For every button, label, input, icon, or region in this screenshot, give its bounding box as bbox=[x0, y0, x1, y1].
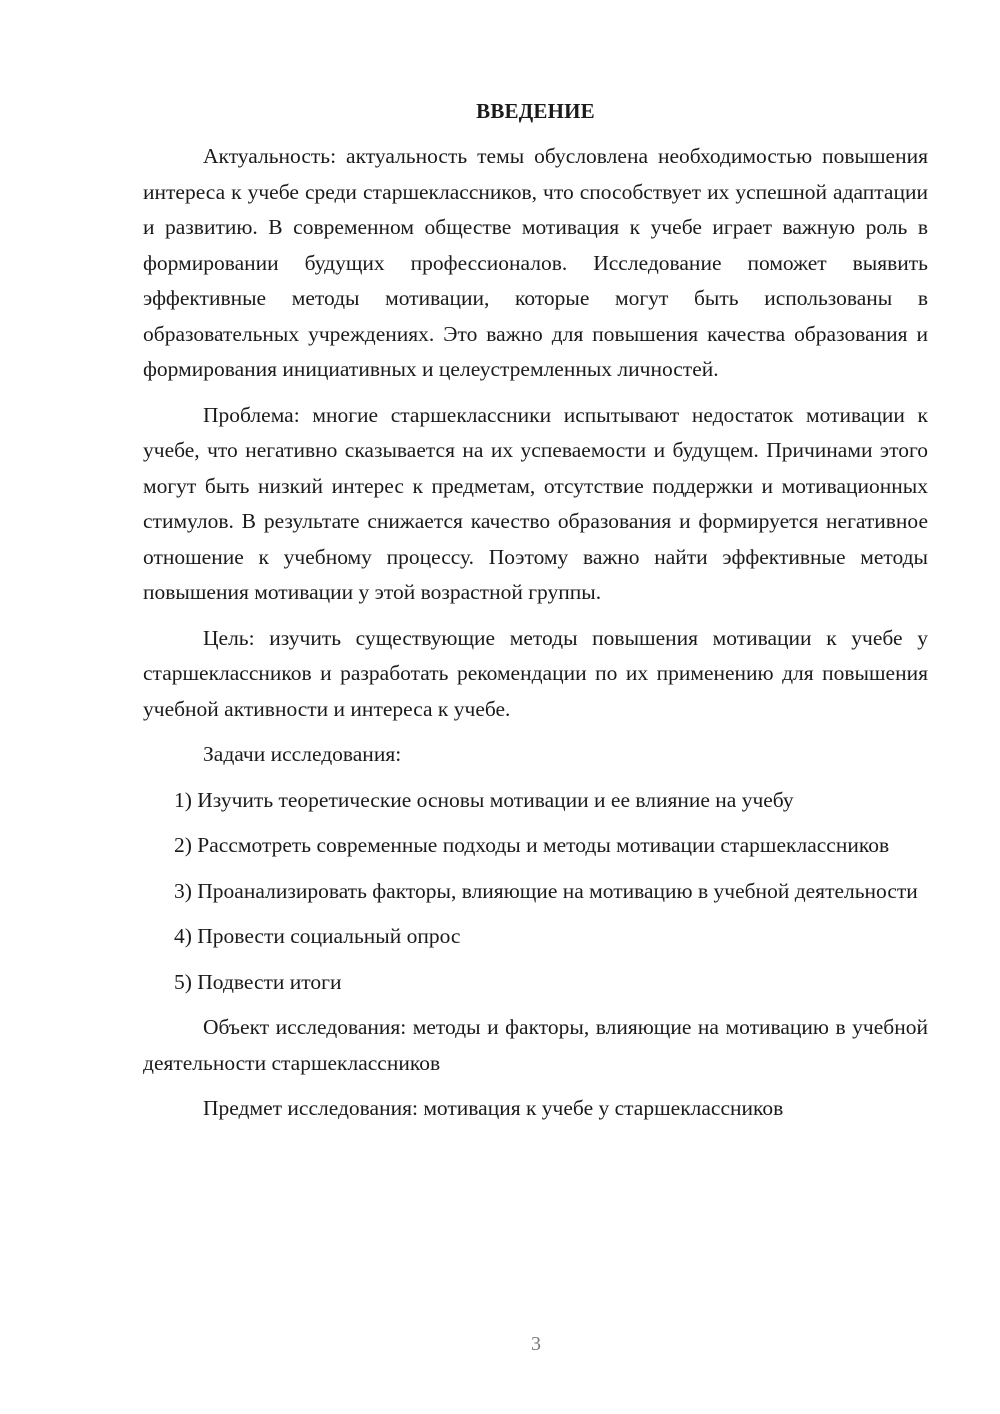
task-item: 3) Проанализировать факторы, влияющие на мотивацию в учебной деятельности bbox=[174, 878, 918, 903]
document-page bbox=[143, 96, 928, 1137]
object-paragraph: Объект исследования: методы и факторы, влияющие на мотивацию в учебной деятельности старшеклассников bbox=[143, 1015, 928, 1075]
section-title: ВВЕДЕНИЕ bbox=[476, 99, 595, 123]
page-number: 3 bbox=[531, 1333, 541, 1355]
task-item: 5) Подвести итоги bbox=[174, 969, 342, 994]
tasks-heading: Задачи исследования: bbox=[203, 742, 402, 766]
task-item: 2) Рассмотреть современные подходы и методы мотивации старшеклассников bbox=[174, 833, 890, 857]
goal-paragraph: Цель: изучить существующие методы повышения мотивации к учебе у старшеклассников и разработать рекомендации по их применению для повышения учебной активности и интереса к учебе. bbox=[143, 625, 928, 721]
relevance-paragraph: Актуальность: актуальность темы обусловлена необходимостью повышения интереса к учебе среди старшеклассников, что способствует их успешной адаптации и развитию. В современном обществе мотивация к учебе играет важную роль в формировании будущих профессионалов. Исследование поможет выявить эффективные методы мотивации, которые могут быть использованы в образовательных учреждениях. Это важно для повышения качества образования и формирования инициативных и целеустремленных личностей. bbox=[143, 144, 928, 381]
subject-paragraph: Предмет исследования: мотивация к учебе у старшеклассников bbox=[203, 1096, 784, 1120]
problem-paragraph: Проблема: многие старшеклассники испытывают недостаток мотивации к учебе, что негативно сказывается на их успеваемости и будущем. Причинами этого могут быть низкий интерес к предметам, отсутствие поддержки и мотивационных стимулов. В результате снижается качество образования и формируется негативное отношение к учебному процессу. Поэтому важно найти эффективные методы повышения мотивации у этой возрастной группы. bbox=[143, 402, 928, 604]
task-item: 4) Провести социальный опрос bbox=[174, 924, 461, 948]
task-item: 1) Изучить теоретические основы мотивации и ее влияние на учебу bbox=[174, 787, 794, 812]
